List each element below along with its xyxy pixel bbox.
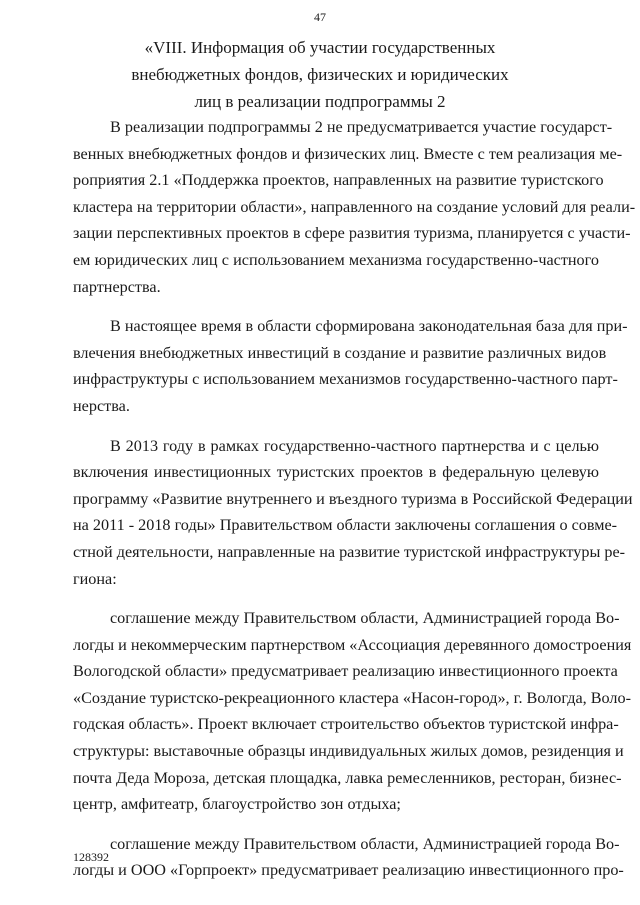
text-line: В 2013 году в рамках государственно-частного партнерства и с целью (110, 436, 599, 455)
body-text (73, 114, 636, 884)
text-line: инфраструктуры с использованием механизмов государственно-частного парт- (73, 370, 618, 389)
text-line: программу «Развитие внутреннего и въездного туризма в Российской Федерации (73, 489, 633, 508)
page-number: 47 (314, 10, 326, 24)
text-line: В реализации подпрограммы 2 не предусматривается участие государст- (110, 118, 613, 136)
section-heading (0, 34, 640, 115)
paragraph (73, 114, 636, 300)
text-line: Вологодской области» предусматривает реализацию инвестиционного проекта (73, 662, 618, 681)
text-line: влечения внебюджетных инвестиций в создание и развитие различных видов (73, 343, 607, 362)
paragraph (73, 605, 632, 818)
text-line: включения инвестиционных туристских проектов в федеральную целевую (73, 463, 599, 482)
text-line: логды и ООО «Горпроект» предусматривает реализацию инвестиционного про- (73, 861, 624, 880)
paragraph (73, 831, 624, 884)
text-line: В настоящее время в области сформирована законодательная база для при- (110, 317, 628, 336)
text-line: структуры: выставочные образцы индивидуальных жилых домов, резиденция и (73, 742, 624, 761)
text-line: нерства. (73, 396, 130, 415)
text-line: партнерства. (73, 277, 161, 296)
text-line: логды и некоммерческим партнерством «Ассоциация деревянного домостроения (73, 635, 632, 654)
text-line: ем юридических лиц с использованием механизма государственно-частного (73, 250, 599, 269)
text-line: годская область». Проект включает строительство объектов туристской инфра- (73, 715, 619, 734)
text-line: центр, амфитеатр, благоустройство зон отдыха; (73, 795, 401, 814)
text-line: зации перспективных проектов в сфере развития туризма, планируется с участи- (73, 224, 631, 243)
heading-line: «VIII. Информация об участии государственных (144, 38, 496, 57)
text-line: стной деятельности, направленные на развитие туристской инфраструктуры ре- (73, 542, 626, 561)
paragraph (73, 313, 628, 419)
text-line: венных внебюджетных фондов и физических лиц. Вместе с тем реализация ме- (73, 144, 623, 163)
heading-line: внебюджетных фондов, физических и юридических (131, 65, 509, 84)
text-line: на 2011 - 2018 годы» Правительством области заключены соглашения о совме- (73, 516, 618, 535)
text-line: почта Деда Мороза, детская площадка, лавка ремесленников, ресторан, бизнес- (73, 768, 622, 787)
text-line: соглашение между Правительством области, Администрацией города Во- (110, 609, 620, 628)
text-line: роприятия 2.1 «Поддержка проектов, направленных на развитие туристского (73, 171, 604, 190)
paragraph (73, 433, 633, 593)
document-code: 128392 (73, 850, 109, 864)
text-line: соглашение между Правительством области, Администрацией города Во- (110, 834, 620, 853)
text-line: кластера на территории области», направленного на создание условий для реали- (73, 197, 636, 216)
text-line: гиона: (73, 569, 117, 588)
text-line: «Создание туристско-рекреационного кластера «Насон-город», г. Вологда, Воло- (73, 688, 631, 707)
heading-line: лиц в реализации подпрограммы 2 (194, 92, 446, 111)
